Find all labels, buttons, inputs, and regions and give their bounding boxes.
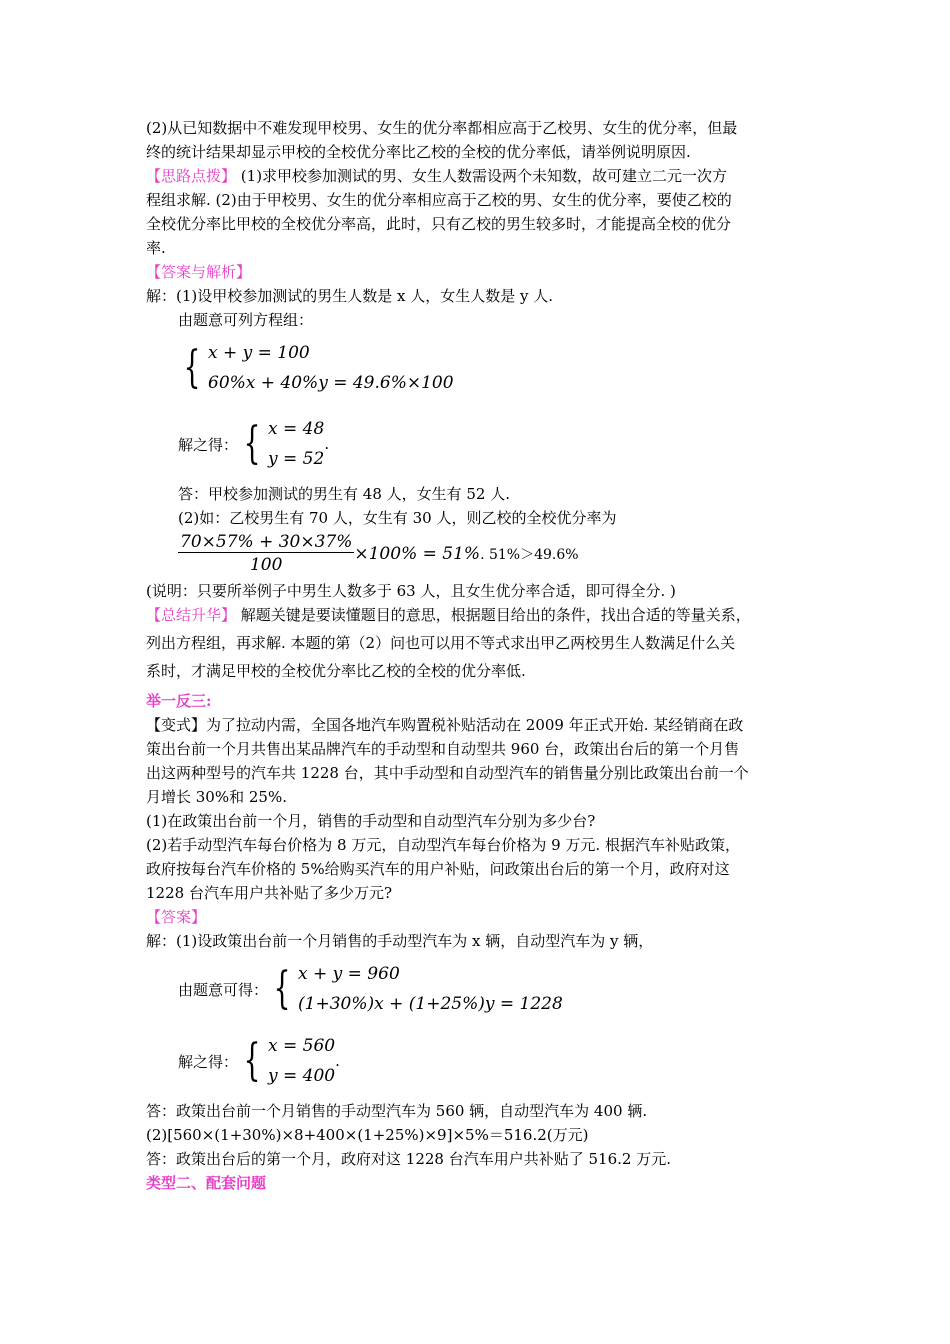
equation: x + y = 100	[208, 343, 310, 363]
equation: x + y = 960	[298, 964, 400, 984]
solution-value: x = 48	[268, 419, 325, 439]
period: .	[335, 1052, 340, 1070]
part2-question-line: (2)从已知数据中不难发现甲校男、女生的优分率都相应高于乙校男、女生的优分率，但最	[146, 119, 738, 137]
equation: (1+30%)x + (1+25%)y = 1228	[298, 994, 563, 1014]
fraction	[178, 532, 354, 575]
answer-line: 答：政策出台前一个月销售的手动型汽车为 560 辆，自动型汽车为 400 辆.	[146, 1102, 648, 1120]
hint-text: (1)求甲校参加测试的男、女生人数需设两个未知数，故可建立二元一次方	[240, 167, 728, 185]
variant-line: 出这两种型号的汽车共 1228 台，其中手动型和自动型汽车的销售量分别比政策出台前一个	[146, 764, 749, 782]
fraction-denominator: 100	[249, 555, 283, 575]
answer-line: 答：甲校参加测试的男生有 48 人，女生有 52 人.	[178, 485, 511, 503]
equation-system-1	[146, 338, 810, 398]
solution-value: x = 560	[268, 1036, 336, 1056]
solve-label: 解之得：	[178, 1052, 239, 1071]
answer-analysis-tag: 【答案与解析】	[146, 263, 252, 281]
hint-line: 全校优分率比甲校的全校优分率高，此时，只有乙校的男生较多时，才能提高全校的优分	[146, 215, 732, 233]
variant-line: 月增长 30%和 25%.	[146, 788, 287, 806]
solution-system-1	[146, 414, 810, 474]
answer-line: 答：政策出台后的第一个月，政府对这 1228 台汽车用户共补贴了 516.2 万元.	[146, 1150, 671, 1168]
brace: {	[243, 1035, 261, 1086]
hint-tag: 【思路点拨】	[146, 167, 237, 185]
equation: 60%x + 40%y = 49.6%×100	[208, 373, 454, 393]
calculation-line: (2)[560×(1+30%)×8+400×(1+25%)×9]×5%＝516.2(万元)	[146, 1126, 589, 1144]
solution-system-2	[146, 1031, 810, 1091]
answer-tag: 【答案】	[146, 908, 207, 926]
solution-value: y = 52	[268, 449, 325, 469]
brace: {	[243, 418, 261, 469]
fraction-rest: ×100% = 51%	[354, 543, 481, 564]
type2-heading: 类型二、配套问题	[146, 1174, 267, 1192]
fraction-expression	[146, 532, 810, 575]
solution2-line: 解：(1)设政策出台前一个月销售的手动型汽车为 x 辆，自动型汽车为 y 辆，	[146, 932, 654, 950]
document-page	[146, 116, 810, 1195]
brace: {	[273, 963, 291, 1014]
variant-heading: 举一反三:	[146, 692, 212, 710]
fraction-numerator: 70×57% + 30×37%	[180, 532, 353, 552]
equation-rows	[208, 338, 454, 398]
comparison: . 51%＞49.6%	[480, 546, 579, 563]
variant-question: (1)在政策出台前一个月，销售的手动型和自动型汽车分别为多少台?	[146, 812, 596, 830]
variant-line: 【变式】为了拉动内需，全国各地汽车购置税补贴活动在 2009 年正式开始. 某经销商在政	[146, 716, 744, 734]
part2-question-line: 终的统计结果却显示甲校的全校优分率比乙校的全校的优分率低，请举例说明原因.	[146, 143, 691, 161]
equation-rows	[298, 959, 563, 1019]
summary-line: 系时，才满足甲校的全校优分率比乙校的全校的优分率低.	[146, 662, 526, 680]
solution-rows	[268, 414, 324, 474]
solution-rows	[268, 1031, 335, 1091]
note-line: (说明：只要所举例子中男生人数多于 63 人，且女生优分率合适，即可得全分. )	[146, 582, 676, 600]
variant-question: 1228 台汽车用户共补贴了多少万元?	[146, 884, 392, 902]
variant-line: 策出台前一个月共售出某品牌汽车的手动型和自动型共 960 台，政策出台后的第一个月售	[146, 740, 740, 758]
variant-question: 政府按每台汽车价格的 5%给购买汽车的用户补贴，问政策出台后的第一个月，政府对这	[146, 860, 730, 878]
summary-tag: 【总结升华】	[146, 606, 237, 624]
solve-label: 解之得：	[178, 435, 239, 454]
hint-line: 程组求解. (2)由于甲校男、女生的优分率相应高于乙校的男、女生的优分率，要使乙校的	[146, 191, 732, 209]
solution-line: 由题意可列方程组：	[178, 311, 314, 329]
brace: {	[183, 342, 201, 393]
equation-system-2	[146, 959, 810, 1019]
summary-text: 解题关键是要读懂题目的意思，根据题目给出的条件，找出合适的等量关系，	[240, 606, 751, 624]
variant-question: (2)若手动型汽车每台价格为 8 万元，自动型汽车每台价格为 9 万元. 根据汽车补贴政策，	[146, 836, 740, 854]
summary-line	[146, 603, 810, 627]
hint-line	[146, 164, 810, 188]
setup-label: 由题意可得：	[178, 980, 269, 999]
solution-value: y = 400	[268, 1066, 336, 1086]
part2-example-line: (2)如：乙校男生有 70 人，女生有 30 人，则乙校的全校优分率为	[178, 509, 617, 527]
solution-line: 解：(1)设甲校参加测试的男生人数是 x 人，女生人数是 y 人.	[146, 287, 554, 305]
summary-line: 列出方程组，再求解. 本题的第（2）问也可以用不等式求出甲乙两校男生人数满足什么关	[146, 634, 736, 652]
period: .	[324, 435, 330, 453]
hint-line: 率.	[146, 239, 166, 257]
